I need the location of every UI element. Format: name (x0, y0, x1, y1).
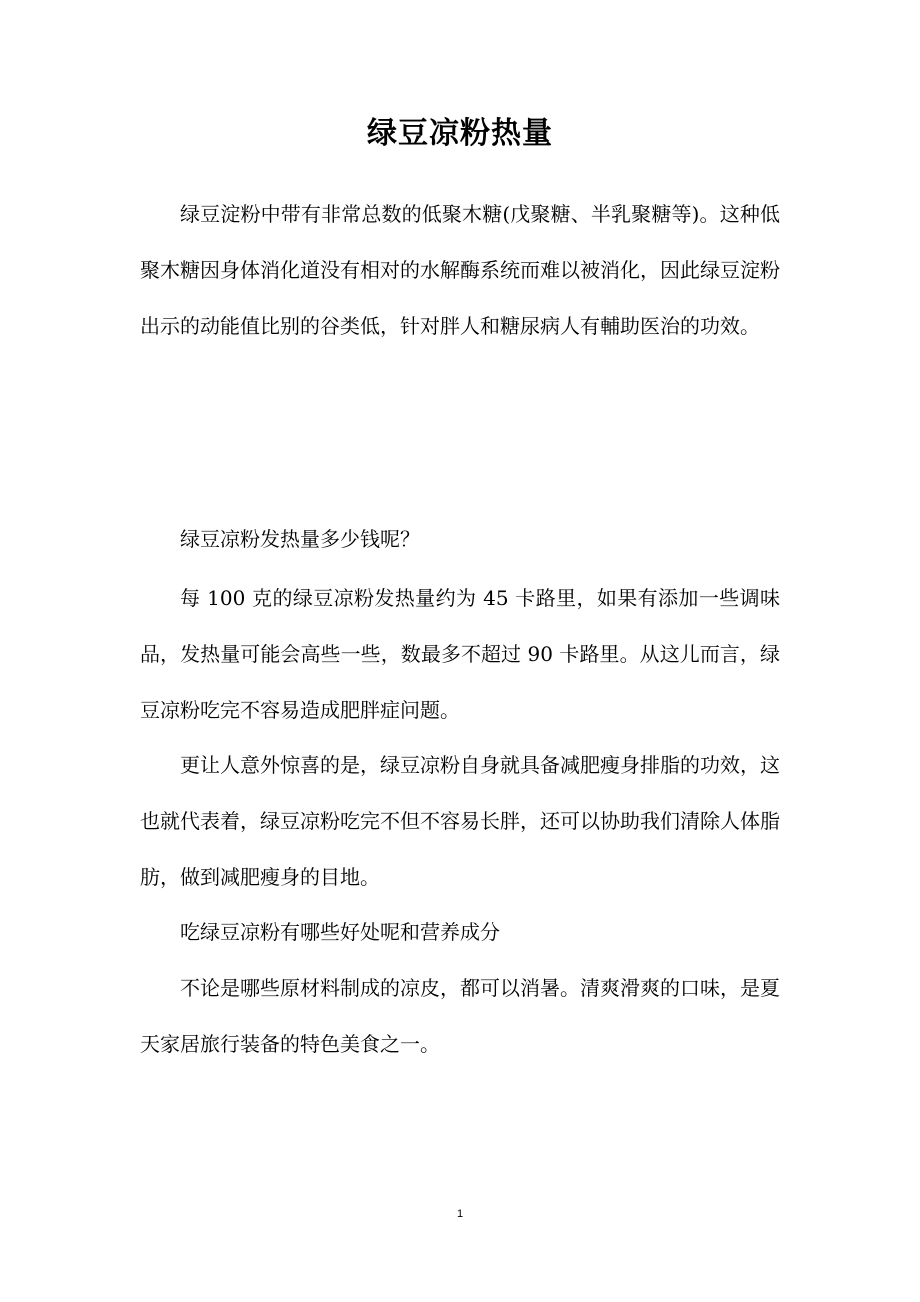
paragraph-calorie-amount: 每 100 克的绿豆凉粉发热量约为 45 卡路里，如果有添加一些调味品，发热量可能会高些一些，数最多不超过 90 卡路里。从这儿而言，绿豆凉粉吃完不容易造成肥胖症问题。 (140, 586, 780, 722)
paragraph-benefits-heading: 吃绿豆凉粉有哪些好处呢和营养成分 (180, 920, 500, 944)
paragraph-summer-food: 不论是哪些原材料制成的凉皮，都可以消暑。清爽滑爽的口味，是夏天家居旅行装备的特色美食之一。 (140, 976, 780, 1056)
page-number: 1 (456, 1208, 464, 1220)
document-title: 绿豆凉粉热量 (367, 116, 553, 151)
paragraph-intro: 绿豆淀粉中带有非常总数的低聚木糖(戊聚糖、半乳聚糖等)。这种低聚木糖因身体消化道没有相对的水解酶系统而难以被消化，因此绿豆淀粉出示的动能值比别的谷类低，针对胖人和糖尿病人有輔助医治的功效。 (140, 202, 780, 338)
paragraph-weight-loss: 更让人意外惊喜的是，绿豆凉粉自身就具备减肥瘦身排脂的功效，这也就代表着，绿豆凉粉吃完不但不容易长胖，还可以协助我们清除人体脂肪，做到减肥瘦身的目地。 (140, 753, 780, 889)
paragraph-question-calories: 绿豆凉粉发热量多少钱呢？ (180, 527, 420, 551)
